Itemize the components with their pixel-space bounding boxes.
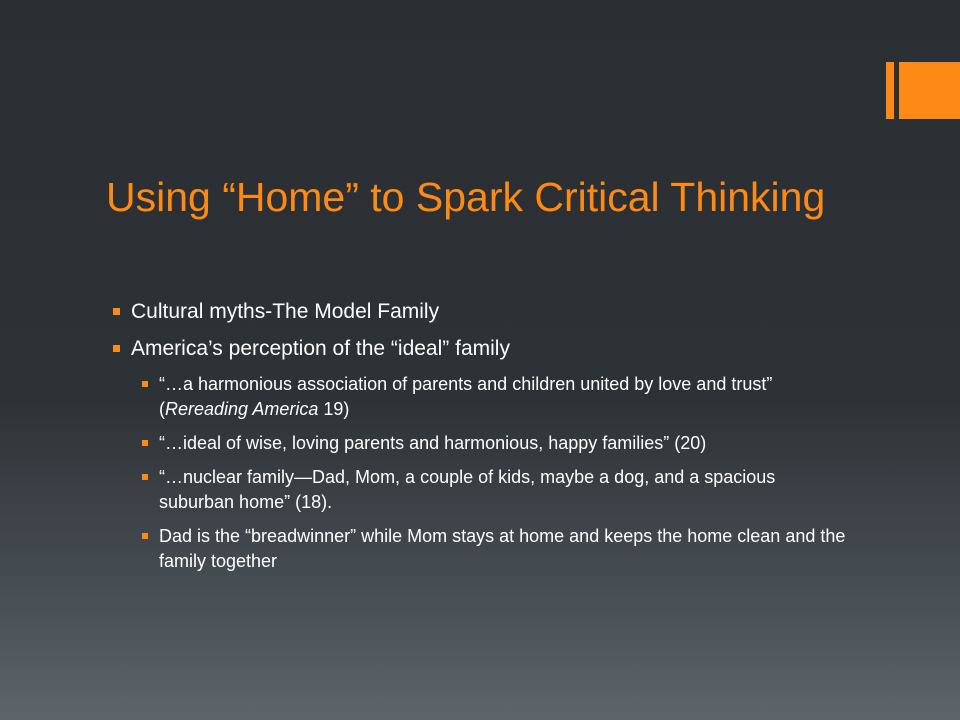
square-bullet-icon: [113, 308, 120, 315]
sub-bullet-item: [142, 524, 853, 574]
square-bullet-icon: [142, 474, 148, 480]
accent-bar-thin: [886, 62, 894, 119]
bullet-item: [113, 335, 853, 363]
square-bullet-icon: [113, 345, 120, 352]
bullet-item: [113, 298, 853, 326]
sub-bullet-item: [142, 372, 853, 422]
slide-title: Using “Home” to Spark Critical Thinking: [106, 174, 826, 220]
square-bullet-icon: [142, 533, 148, 539]
square-bullet-icon: [142, 440, 148, 446]
book-title: Rereading America: [165, 399, 319, 419]
sub-bullet-item: [142, 465, 853, 515]
slide-content: [113, 298, 853, 583]
sub-bullet-text: “…a harmonious association of parents and children united by love and trust” (Rereading America 19): [159, 374, 773, 419]
sub-bullet-item: [142, 431, 853, 456]
bullet-text: America’s perception of the “ideal” family: [131, 337, 510, 360]
sub-bullet-text: Dad is the “breadwinner” while Mom stays at home and keeps the home clean and the family together: [159, 526, 846, 571]
bullet-text: Cultural myths-The Model Family: [131, 300, 440, 323]
sub-bullet-text: “…nuclear family—Dad, Mom, a couple of kids, maybe a dog, and a spacious suburban home” (18).: [159, 467, 776, 512]
square-bullet-icon: [142, 381, 148, 387]
sub-bullet-text: “…ideal of wise, loving parents and harmonious, happy families” (20): [159, 433, 707, 453]
accent-bar-thick: [899, 62, 960, 119]
